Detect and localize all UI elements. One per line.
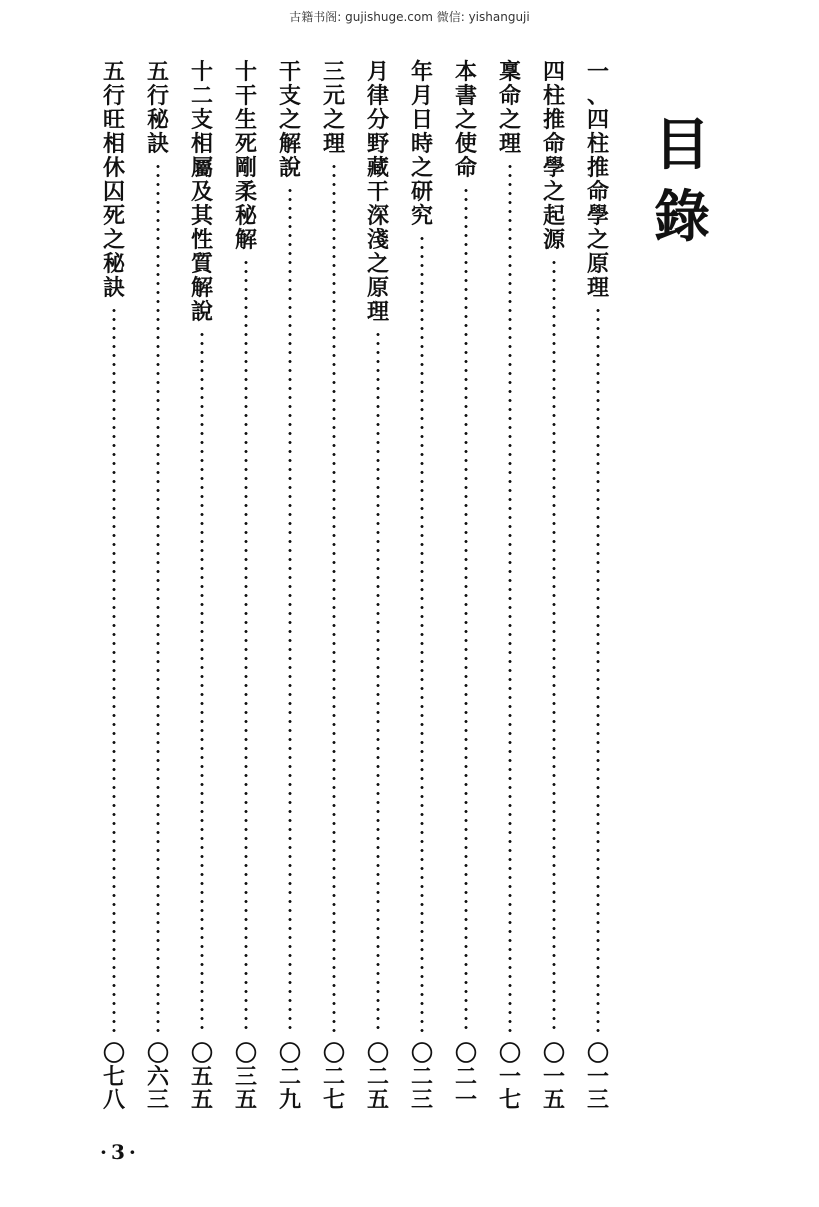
toc-entry-page: 〇 五 五: [190, 1041, 213, 1113]
leader-dots: [464, 186, 468, 1035]
leader-dots: [596, 306, 600, 1035]
leader-dots: [552, 258, 556, 1035]
toc-entry-title: 干 支 之 解 說: [278, 59, 301, 181]
toc-entry: [228, 60, 264, 1120]
toc-entry-title: 四 柱 推 命 學 之 起 源: [542, 59, 565, 253]
toc-entry-title: 稟 命 之 理: [498, 59, 521, 157]
toc-entry-title: 五 行 旺 相 休 囚 死 之 秘 訣: [102, 59, 125, 301]
toc-entry-page: 〇 三 五: [234, 1041, 257, 1113]
toc-entry: [360, 60, 396, 1120]
toc-entry-page: 〇 二 七: [322, 1041, 345, 1113]
toc-entry: [448, 60, 484, 1120]
toc-entry: [184, 60, 220, 1120]
toc-entry: [580, 60, 616, 1120]
toc-entry-title: 月 律 分 野 藏 干 深 淺 之 原 理: [366, 59, 389, 325]
leader-dots: [332, 162, 336, 1035]
toc-entry: [536, 60, 572, 1120]
toc-entry-title: 本 書 之 使 命: [454, 59, 477, 181]
leader-dots: [420, 234, 424, 1035]
toc-entry: [272, 60, 308, 1120]
toc-entry-page: 〇 一 三: [586, 1041, 609, 1113]
toc-entry-title: 五 行 秘 訣: [146, 59, 169, 157]
toc-entry-title: 十 二 支 相 屬 及 其 性 質 解 說: [190, 59, 213, 325]
toc-entry-page: 〇 一 五: [542, 1041, 565, 1113]
toc-entry: [492, 60, 528, 1120]
page-number: ·3·: [100, 1140, 140, 1164]
leader-dots: [244, 258, 248, 1035]
toc-entry-page: 〇 二 五: [366, 1041, 389, 1113]
toc-entry-page: 〇 二 九: [278, 1041, 301, 1113]
watermark: 古籍书阁: gujishuge.com 微信: yishanguji: [289, 10, 530, 24]
toc-entry-page: 〇 二 三: [410, 1041, 433, 1113]
toc-entry: [96, 60, 132, 1120]
toc-entry: [140, 60, 176, 1120]
toc-entry-page: 〇 六 三: [146, 1041, 169, 1113]
leader-dots: [200, 330, 204, 1035]
toc-entry-title: 年 月 日 時 之 研 究: [410, 59, 433, 229]
leader-dots: [288, 186, 292, 1035]
leader-dots: [376, 330, 380, 1035]
leader-dots: [508, 162, 512, 1035]
toc-entry-page: 〇 二 一: [454, 1041, 477, 1113]
toc-entry: [404, 60, 440, 1120]
leader-dots: [156, 162, 160, 1035]
toc-entry-page: 〇 七 八: [102, 1041, 125, 1113]
toc-heading: 目 錄: [654, 113, 710, 250]
toc-entry: [316, 60, 352, 1120]
toc-entry-title: 十 干 生 死 剛 柔 秘 解: [234, 59, 257, 253]
toc-entry-title: 一 、 四 柱 推 命 學 之 原 理: [586, 59, 609, 301]
leader-dots: [112, 306, 116, 1035]
toc-entry-title: 三 元 之 理: [322, 59, 345, 157]
toc-entry-page: 〇 一 七: [498, 1041, 521, 1113]
